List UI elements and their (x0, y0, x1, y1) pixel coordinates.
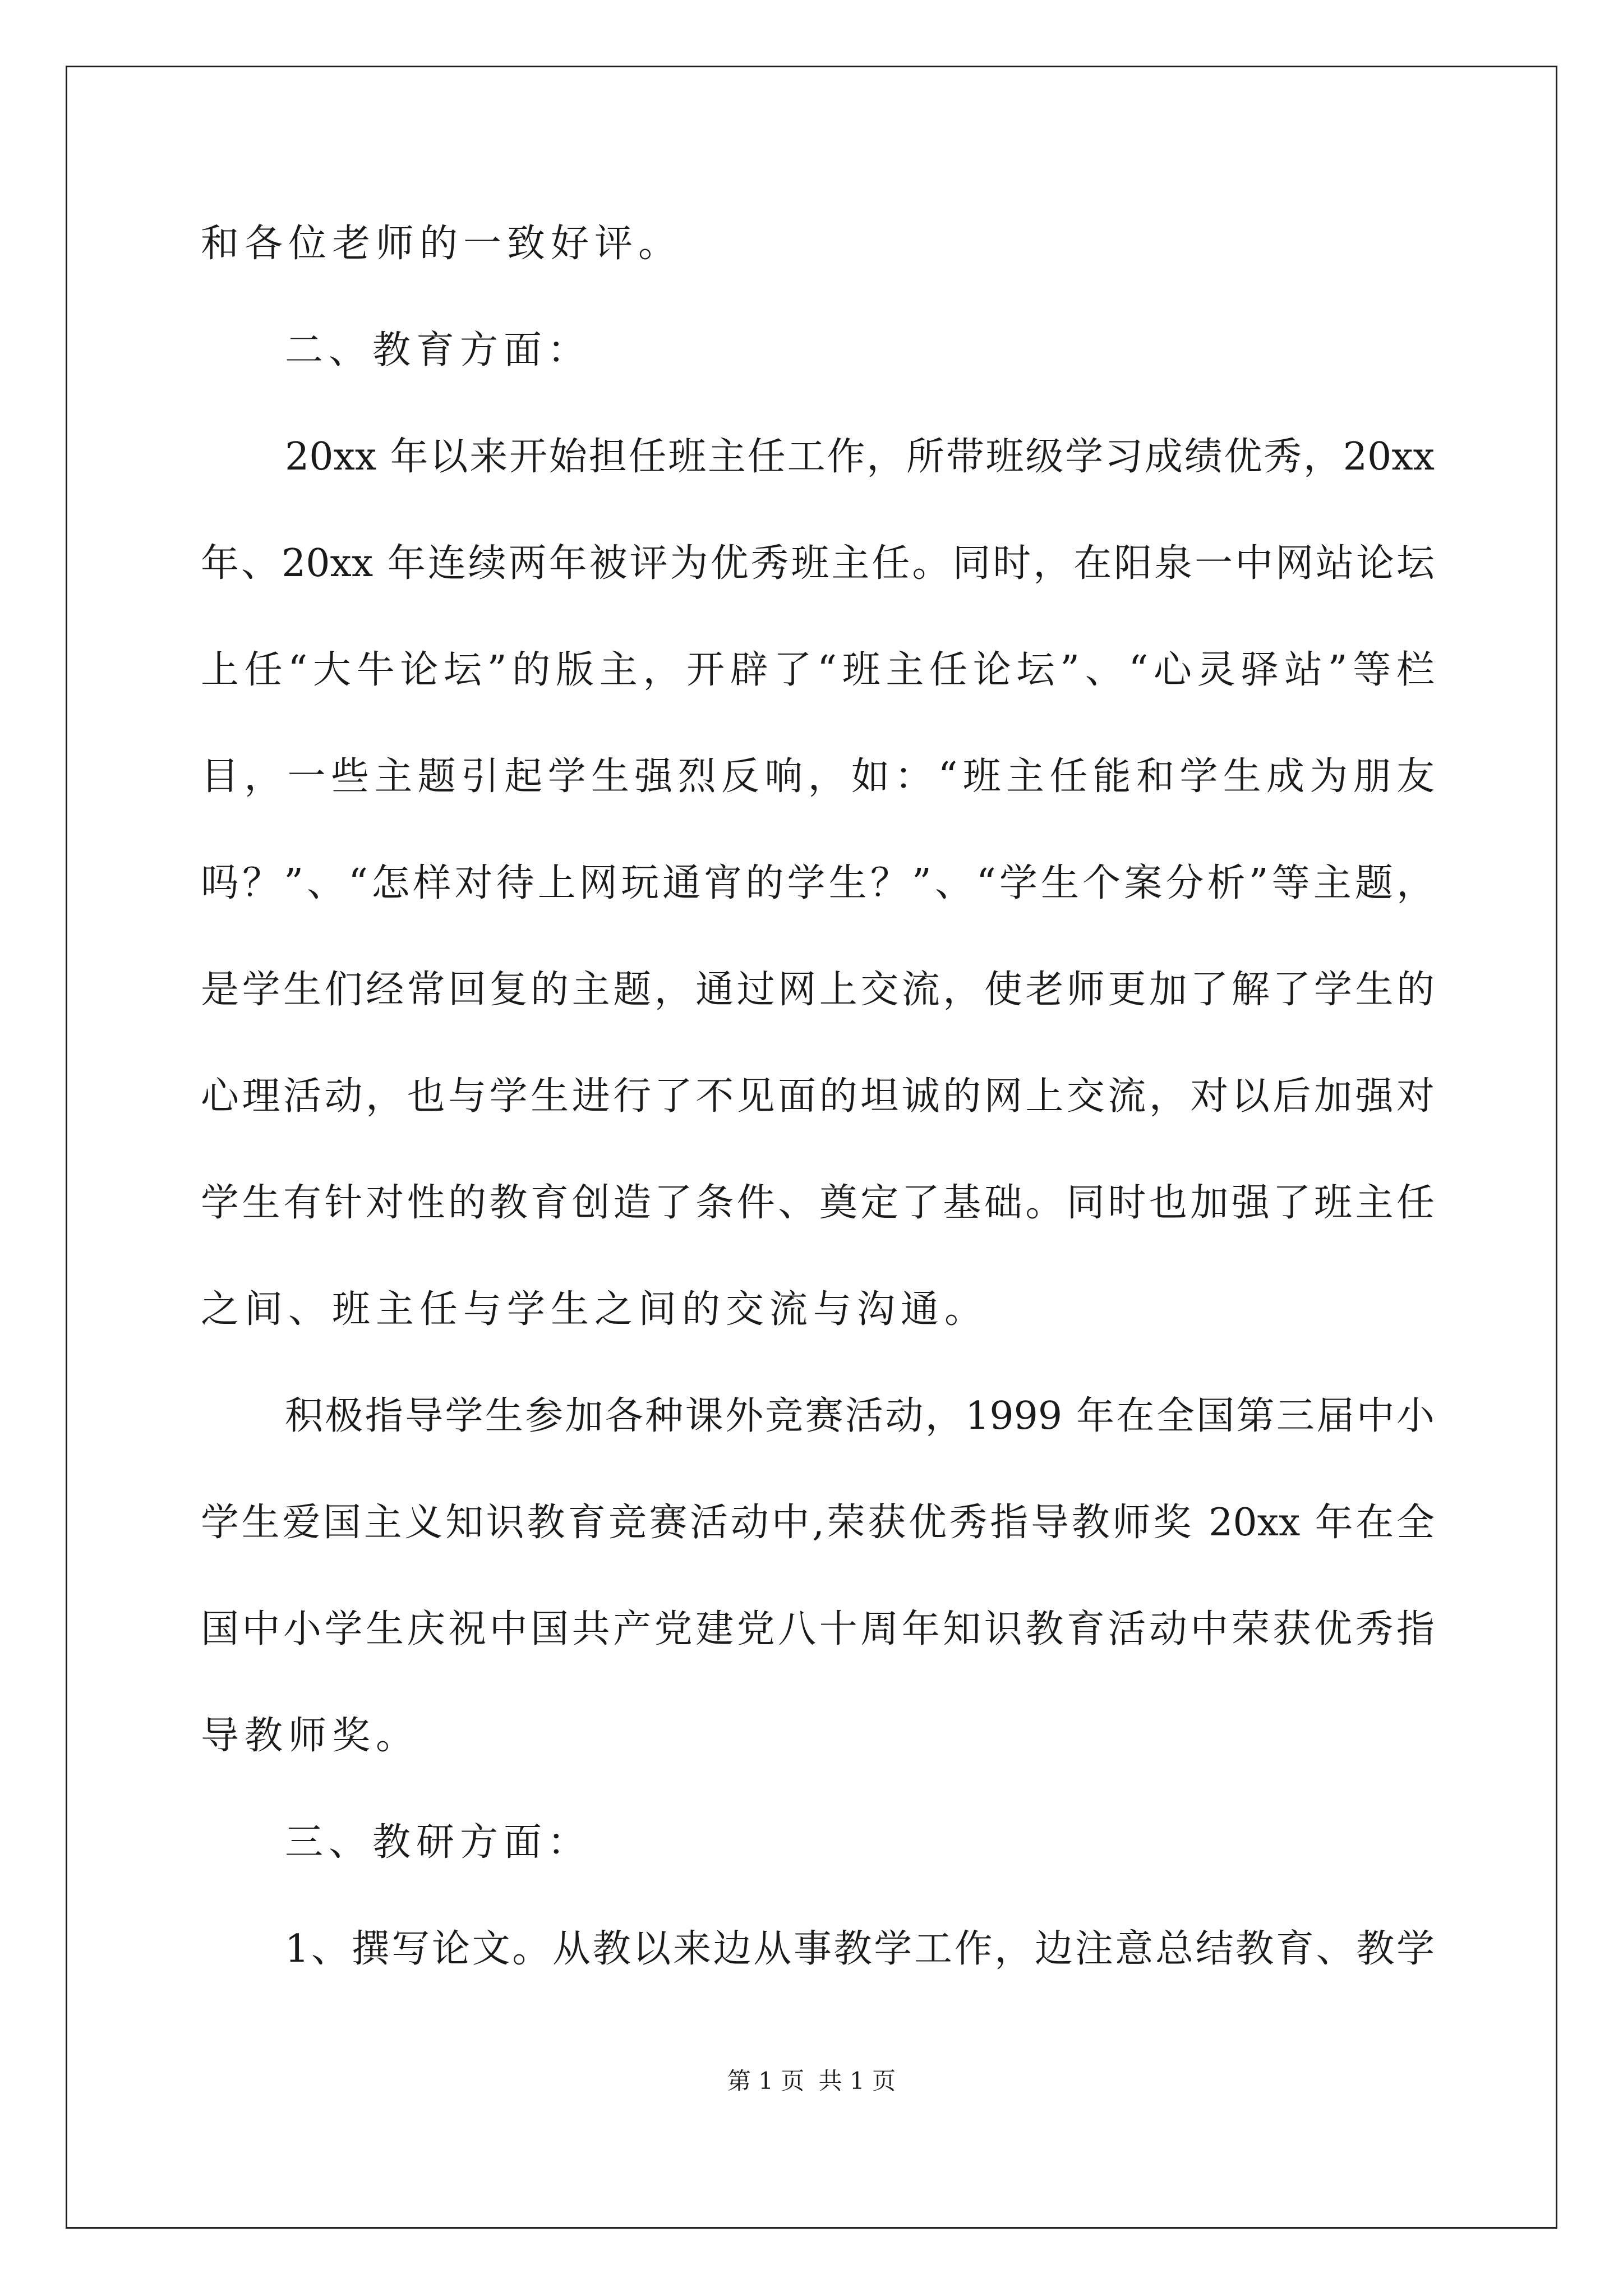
paragraph-line: 吗？”、“怎样对待上网玩通宵的学生？”、“学生个案分析”等主题， (201, 861, 1435, 905)
page-number-total: 共 1 页 (818, 2067, 896, 2095)
paragraph-line: 导教师奖。 (201, 1714, 420, 1758)
paragraph-line: 上任“大牛论坛”的版主，开辟了“班主任论坛”、“心灵驿站”等栏 (201, 648, 1435, 692)
paragraph-line: 之间、班主任与学生之间的交流与沟通。 (201, 1287, 989, 1332)
paragraph-line: 1、撰写论文。从教以来边从事教学工作，边注意总结教育、教学 (285, 1927, 1435, 1971)
paragraph-line: 20xx 年以来开始担任班主任工作，所带班级学习成绩优秀，20xx (285, 435, 1435, 479)
paragraph-line: 学生爱国主义知识教育竞赛活动中,荣获优秀指导教师奖 20xx 年在全 (201, 1501, 1435, 1545)
page-border (66, 66, 1557, 2229)
section-heading: 三、教研方面： (285, 1820, 592, 1865)
page-number-current: 第 1 页 (727, 2067, 805, 2095)
section-heading: 二、教育方面： (285, 328, 592, 372)
paragraph-line: 心理活动，也与学生进行了不见面的坦诚的网上交流，对以后加强对 (201, 1074, 1435, 1119)
paragraph-line: 目，一些主题引起学生强烈反响，如：“班主任能和学生成为朋友 (201, 754, 1435, 799)
paragraph-line: 学生有针对性的教育创造了条件、奠定了基础。同时也加强了班主任 (201, 1181, 1435, 1225)
paragraph-line: 国中小学生庆祝中国共产党建党八十周年知识教育活动中荣获优秀指 (201, 1607, 1435, 1651)
paragraph-line: 积极指导学生参加各种课外竞赛活动，1999 年在全国第三届中小 (285, 1394, 1435, 1438)
paragraph-line: 是学生们经常回复的主题，通过网上交流，使老师更加了解了学生的 (201, 968, 1435, 1012)
paragraph-line: 年、20xx 年连续两年被评为优秀班主任。同时，在阳泉一中网站论坛 (201, 541, 1435, 586)
paragraph-line: 和各位老师的一致好评。 (201, 222, 683, 266)
page-footer (0, 2064, 1623, 2098)
